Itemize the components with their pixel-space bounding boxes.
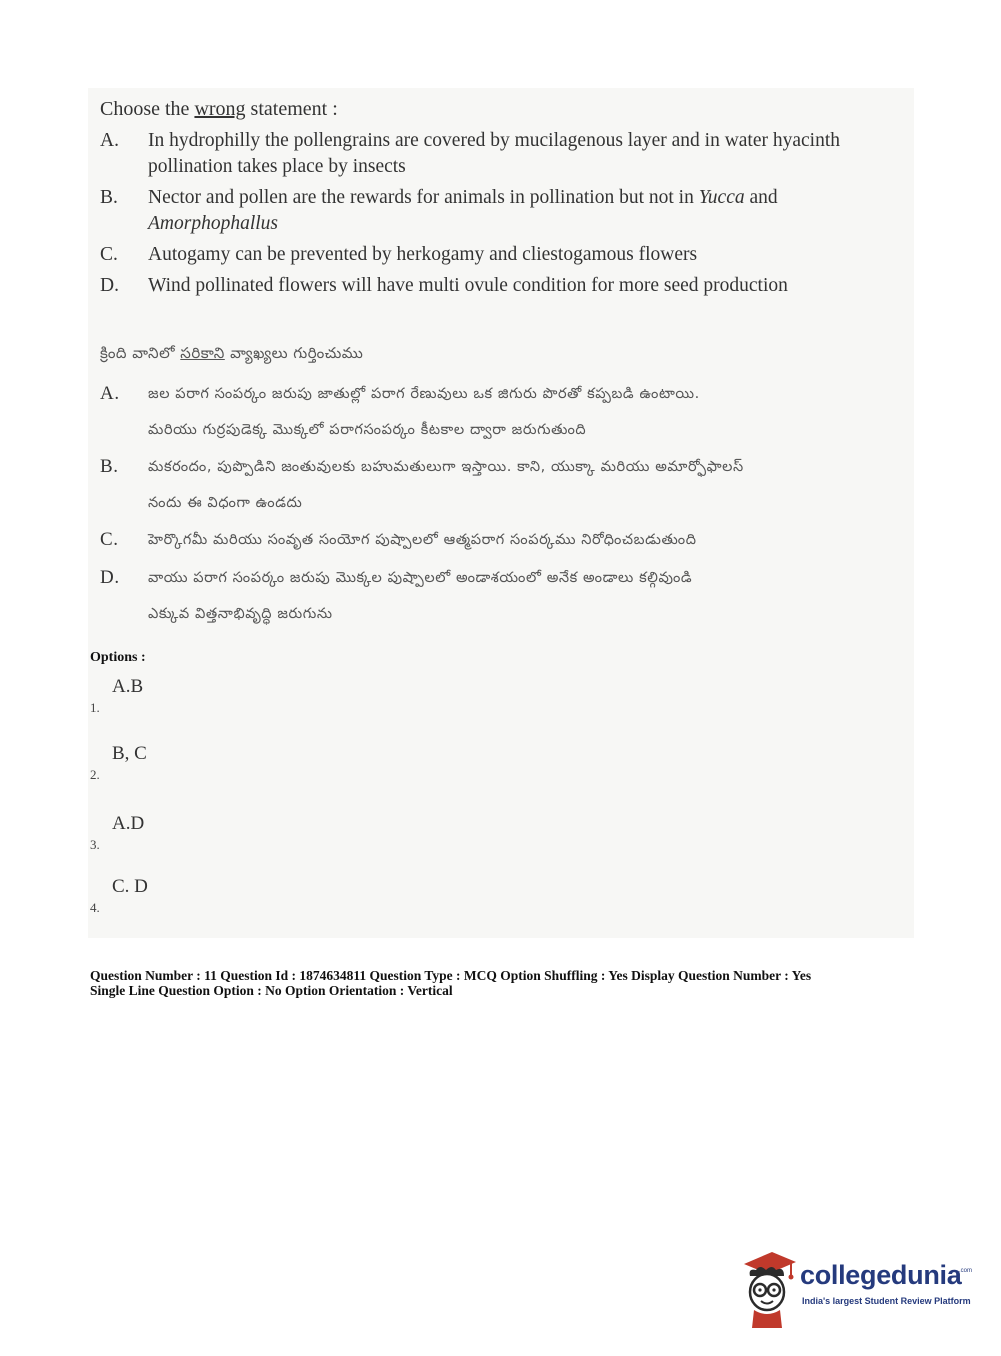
answer-choice-3[interactable] bbox=[90, 813, 290, 853]
telugu-option-b bbox=[100, 449, 880, 521]
choice-value: A.D bbox=[112, 813, 145, 834]
option-text: In hydrophilly the pollengrains are covered by mucilagenous layer and in water hyacinth pollination takes place by insects bbox=[148, 130, 841, 177]
option-letter: A. bbox=[100, 383, 120, 404]
option-letter: B. bbox=[100, 456, 119, 477]
option-text: మకరందం, పుప్పొడిని జంతువులకు బహుమతులుగా ఇస్తాయి. కాని, యుక్కా మరియు అమార్ఫోఫాలస్ నందు ఈ విధంగా ఉండదు bbox=[148, 459, 744, 511]
choice-number: 1. bbox=[90, 700, 100, 715]
option-text: Nector and pollen are the rewards for animals in pollination but not in Yucca and Amorphophallus bbox=[148, 187, 778, 234]
english-option-b bbox=[100, 185, 880, 237]
telugu-option-d bbox=[100, 560, 880, 632]
choice-value: A.B bbox=[112, 676, 144, 697]
option-text: వాయు పరాగ సంపర్కం జరుపు మొక్కల పుష్పాలలో అండాశయంలో అనేక అండాలు కల్గివుండి ఎక్కువ విత్తనాభివృద్ధి జరుగును bbox=[148, 570, 693, 622]
telugu-option-c bbox=[100, 522, 880, 558]
question-metadata bbox=[90, 968, 811, 998]
english-option-a bbox=[100, 128, 880, 180]
option-letter: D. bbox=[100, 567, 120, 588]
choice-value: B, C bbox=[112, 743, 147, 764]
logo-tagline: India's largest Student Review Platform bbox=[802, 1296, 971, 1306]
mascot-icon bbox=[738, 1246, 800, 1332]
option-text: Wind pollinated flowers will have multi ovule condition for more seed production bbox=[148, 275, 788, 296]
option-letter: A. bbox=[100, 130, 119, 151]
logo-domain-suffix: .com bbox=[959, 1268, 973, 1274]
telugu-option-a bbox=[100, 376, 880, 448]
english-option-d bbox=[100, 273, 880, 299]
options-label: Options : bbox=[90, 650, 146, 665]
answer-choice-2[interactable] bbox=[90, 743, 290, 783]
logo-wordmark: collegedunia bbox=[800, 1260, 962, 1290]
option-letter: B. bbox=[100, 187, 118, 208]
metadata-line-1: Question Number : 11 Question Id : 1874634811 Question Type : MCQ Option Shuffling : Yes Display Question Number : Yes bbox=[90, 968, 812, 983]
option-text: Autogamy can be prevented by herkogamy and cliestogamous flowers bbox=[148, 244, 698, 265]
choice-value: C. D bbox=[112, 876, 148, 897]
option-letter: C. bbox=[100, 529, 119, 550]
option-text: జల పరాగ సంపర్కం జరుపు జాతుల్లో పరాగ రేణువులు ఒక జిగురు పొరతో కప్పబడి ఉంటాయి. మరియు గుర్రపుడెక్క మొక్కలో పరాగసంపర్కం కీటకాల ద్వారా జరుగుతుంది bbox=[148, 386, 700, 438]
choice-number: 2. bbox=[90, 767, 100, 782]
answer-choice-1[interactable] bbox=[90, 676, 290, 716]
question-heading-telugu: క్రింది వానిలో సరికాని వ్యాఖ్యలు గుర్తించుము bbox=[100, 344, 364, 362]
answer-choice-4[interactable] bbox=[90, 876, 290, 916]
english-option-c bbox=[100, 242, 880, 268]
collegedunia-logo[interactable] bbox=[738, 1246, 978, 1332]
choice-number: 4. bbox=[90, 900, 100, 915]
metadata-line-2: Single Line Question Option : No Option Orientation : Vertical bbox=[90, 983, 453, 998]
option-text: హెర్కొగమీ మరియు సంవృత సంయోగ పుష్పాలలో ఆత్మపరాగ సంపర్కము నిరోధించబడుతుంది bbox=[148, 532, 697, 548]
option-letter: C. bbox=[100, 244, 118, 265]
option-letter: D. bbox=[100, 275, 119, 296]
question-heading-english: Choose the wrong statement : bbox=[100, 98, 338, 120]
choice-number: 3. bbox=[90, 837, 100, 852]
